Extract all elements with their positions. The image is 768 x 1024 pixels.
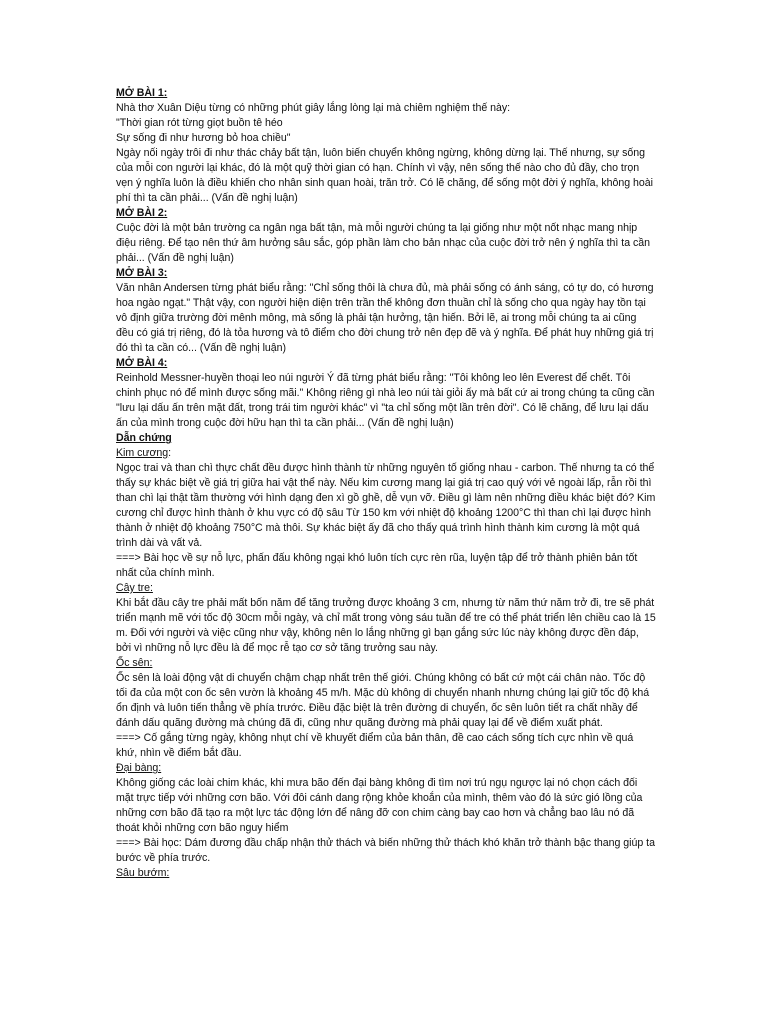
subheading-colon: :	[168, 447, 172, 459]
subheading-dai-bang: Đại bàng:	[116, 762, 162, 774]
poem-line: "Thời gian rót từng giọt buồn tê héo	[116, 117, 283, 129]
paragraph-line: Nhà thơ Xuân Diệu từng có những phút giây lắng lòng lại mà chiêm nghiệm thế này:	[116, 102, 511, 114]
lesson-line: ===> Bài học: Dám đương đầu chấp nhận thử thách và biến những thử thách khó khăn trở thành bậc thang giúp ta bước về phía trước.	[116, 837, 655, 864]
heading-dan-chung: Dẫn chứng	[116, 432, 172, 444]
lesson-line: ===> Bài học về sự nỗ lực, phấn đấu không ngại khó luôn tích cực rèn rũa, luyện tập để trở thành phiên bản tốt nhất của chính mình.	[116, 552, 638, 579]
heading-mo-bai-1: MỞ BÀI 1:	[116, 87, 168, 99]
document-body	[116, 86, 656, 881]
paragraph: Ốc sên là loài động vật di chuyển chậm chạp nhất trên thế giới. Chúng không có bất cứ một cái chân nào. Tốc độ tối đa của một con ốc sên vườn là khoảng 45 m/h. Mặc dù không di chuyển nhanh nhưng chúng lại giữ tốc độ khá ổn định và luôn tiến thẳng về phía trước. Điều đặc biệt là trên đường di chuyển, ốc sên luôn tiết ra chất nhầy để đánh dấu quãng đường mà chúng đã đi, cũng như quãng đường mà phải quay lại để về điểm xuất phát.	[116, 672, 650, 729]
paragraph: Reinhold Messner-huyền thoại leo núi người Ý đã từng phát biểu rằng: "Tôi không leo lên Everest để chết. Tôi chinh phục nó để mình được sống mãi." Không riêng gì nhà leo núi tài giỏi ấy mà bất cứ ai trong chúng ta cũng cần "lưu lại dấu ấn trên mặt đất, trong trái tim người khác" vì "ta chỉ sống một lần trên đời". Có lẽ chăng, để lưu lại dấu ấn của mình trong cuộc đời hữu hạn thì ta cần phải... (Vấn đề nghị luận)	[116, 372, 655, 429]
subheading-sau-buom: Sâu bướm:	[116, 867, 170, 879]
subheading-label: Kim cương	[116, 447, 169, 459]
paragraph: Văn nhân Andersen từng phát biểu rằng: "Chỉ sống thôi là chưa đủ, mà phải sống có ánh sáng, có tự do, có hương hoa ngào ngạt." Thật vậy, con người hiện diện trên trần thế không đơn thuần chỉ là sống cho qua ngày hay tồn tại vô định giữa trường đời mênh mông, mà sống là phải tận hưởng, tận hiến. Bởi lẽ, ai trong mỗi chúng ta ai cũng đều có giá trị riêng, đó là tỏa hương và tô điểm cho đời chung trở nên đẹp đẽ và ý nghĩa. Để phát huy những giá trị đó thì ta cần có... (Vấn đề nghị luận)	[116, 282, 654, 354]
paragraph: Không giống các loài chim khác, khi mưa bão đến đại bàng không đi tìm nơi trú ngụ ngược lại nó chọn cách đối mặt trực tiếp với những cơn bão. Với đôi cánh dang rộng khỏe khoắn của mình, thêm vào đó là sức gió lồng của những cơn bão đã tạo ra một lực tác động lớn để nâng đỡ con chim càng bay cao hơn và chẳng bao lâu nó đã thoát khỏi những cơn bão nguy hiểm	[116, 777, 643, 834]
subheading-kim-cuong	[116, 446, 656, 461]
subheading-label: Ốc sên:	[116, 657, 153, 669]
heading-mo-bai-2: MỞ BÀI 2:	[116, 207, 168, 219]
paragraph: Ngày nối ngày trôi đi như thác chảy bất tận, luôn biến chuyển không ngừng, không dừng lại. Thế nhưng, sự sống của mỗi con người lại khác, đó là một quỹ thời gian có hạn. Chính vì vậy, nên sống thế nào cho đủ đầy, cho trọn vẹn ý nghĩa luôn là điều khiến cho nhân sinh quan hoài, trăn trở. Có lẽ chăng, để sống một đời ý nghĩa, không hoài phí thì ta cần phải... (Vấn đề nghị luận)	[116, 147, 653, 204]
lesson-line: ===> Cố gắng từng ngày, không nhụt chí về khuyết điểm của bản thân, đề cao cách sống tích cực nhìn về quá khứ, nhìn về điểm bắt đầu.	[116, 732, 634, 759]
paragraph: Cuộc đời là một bản trường ca ngân nga bất tận, mà mỗi người chúng ta lại giống như một nốt nhạc mang nhịp điệu riêng. Để tạo nên thứ âm hưởng sâu sắc, góp phần làm cho bản nhạc của cuộc đời trở nên ý nghĩa thì ta cần phải... (Vấn đề nghị luận)	[116, 222, 651, 264]
subheading-cay-tre: Cây tre:	[116, 582, 153, 594]
paragraph: Khi bắt đầu cây tre phải mất bốn năm để tăng trưởng được khoảng 3 cm, nhưng từ năm thứ năm trở đi, tre sẽ phát triển mạnh mẽ với tốc độ 30cm mỗi ngày, và chỉ mất trong vòng sáu tuần để tre có thể phát triển lên chiều cao là 15 m. Đối với người và việc cũng như vậy, không nên lo lắng những gì bạn gắng sức lúc này không được đền đáp, bởi vì những nỗ lực đều là để mọc rễ tạo cơ sở tăng trưởng sau này.	[116, 597, 656, 654]
subheading-oc-sen	[116, 656, 656, 671]
heading-mo-bai-3: MỞ BÀI 3:	[116, 267, 168, 279]
paragraph: Ngọc trai và than chì thực chất đều được hình thành từ những nguyên tố giống nhau - carbon. Thế nhưng ta có thể thấy sự khác biệt về giá trị giữa hai vật thể này. Nếu kim cương mang lại giá trị cao quý với vẻ ngoài lấp, rẫn rồi thì than chì lại thật tầm thường với hình dạng đen xì gồ ghề, dễ vụn vỡ. Điều gì làm nên những điều khác biệt đó? Kim cương chỉ được hình thành ở khu vực có độ sâu Từ 150 km với nhiệt độ khoảng 1200°C thì than chì lại được hình thành ở nhiệt độ khoảng 750°C mà thôi. Sự khác biệt ấy đã cho thấy quá trình hình thành kim cương là một quá trình dài và vất vả.	[116, 462, 656, 549]
heading-mo-bai-4: MỞ BÀI 4:	[116, 357, 168, 369]
poem-line: Sự sống đi như hương bỏ hoa chiều"	[116, 132, 291, 144]
